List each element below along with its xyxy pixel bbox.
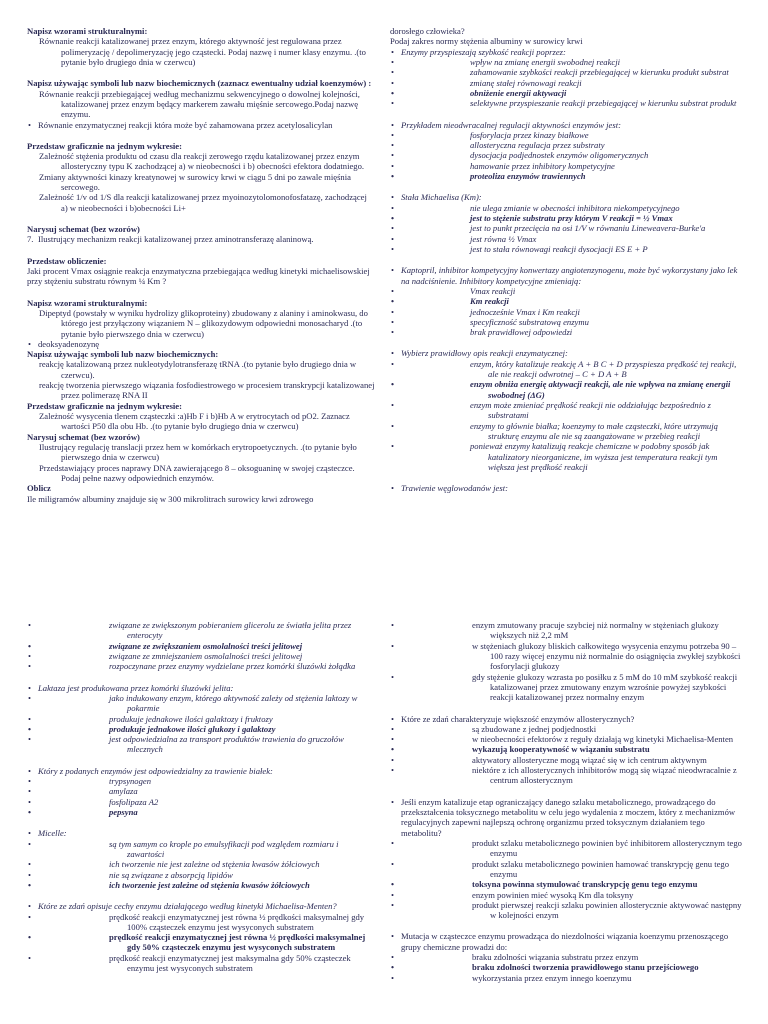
answer-option: • ponieważ enzymy katalizują reakcje chemiczne w podobny sposób jak katalizatory nieorganiczne, im wyższa jest temperatura reakcji tym większa jest prędkość reakcji bbox=[390, 441, 742, 472]
list-item: • reakcję tworzenia pierwszego wiązania fosfodiestrowego w procesiem transkrypcji katalizowanej przez polimerazę RNA II bbox=[27, 380, 377, 401]
answer-option-correct: • pepsyna bbox=[27, 807, 377, 817]
answer-option: • enzym powinien mieć wysoką Km dla toksyny bbox=[390, 890, 742, 900]
answer-option: • zahamowanie szybkości reakcji przebiegającej w kierunku produkt substrat bbox=[390, 67, 742, 77]
answer-option: • specyficzność substratową enzymu bbox=[390, 317, 742, 327]
list-item: • reakcję katalizowaną przez nukleotydylotransferazę tRNA .(to pytanie było drugiego dnia w czerwcu). bbox=[27, 359, 377, 380]
section-heading: Oblicz bbox=[27, 483, 51, 494]
answer-option: • prędkość reakcji enzymatycznej jest równa ½ prędkości maksymalnej gdy 100% cząsteczek enzymu jest wysyconych substratem bbox=[27, 912, 377, 933]
question: • Wybierz prawidłowy opis reakcji enzymatycznej: bbox=[390, 348, 742, 358]
answer-option: • aktywatory allosteryczne mogą wiązać się w ich centrum aktywnym bbox=[390, 755, 742, 765]
answer-option: • gdy stężenie glukozy wzrasta po posiłku z 5 mM do 10 mM szybkość reakcji katalizowanej przez zmutowany enzym wzrośnie powyżej szybkości reakcji katalizowanej przez normalny enzym bbox=[390, 672, 742, 703]
quadrant-bottom-left bbox=[27, 620, 377, 1024]
answer-option: • produkuje jednakowe ilości galaktozy i fruktozy bbox=[27, 714, 377, 724]
list-item: • Zależność 1/v od 1/S dla reakcji katalizowanej przez myoinozytolomonofosfatazę, zachodzącej a) w nieobecności i b)obecności Li+ bbox=[27, 192, 377, 213]
question: • Jeśli enzym katalizuje etap ograniczający danego szlaku metabolicznego, prowadzącego do przekształcenia toksycznego metabolitu w celu jego wydalenia z moczem, który z mechanizmów regulacyjnych zapewni najlepszą ochronę organizmu przed toksycznym działaniem tego metabolitu? bbox=[390, 797, 742, 838]
quadrant-top-left bbox=[27, 26, 377, 566]
answer-option: • braku zdolności wiązania substratu przez enzym bbox=[390, 952, 742, 962]
answer-option: • w stężeniach glukozy bliskich całkowitego wysycenia enzymu potrzeba 90 – 100 razy więcej enzymu niż normalnie do osiągnięcia zwykłej szybkości fosforylacji glukozy bbox=[390, 641, 742, 672]
list-item: • Przedstawiający proces naprawy DNA zawierającego 8 – oksoguaninę w swojej cząsteczce. Podaj pełne nazwy odpowiednich enzymów. bbox=[27, 463, 377, 484]
answer-option: • jako indukowany enzym, którego aktywność zależy od stężenia laktozy w pokarmie bbox=[27, 693, 377, 714]
answer-option: • wpływ na zmianę energii swobodnej reakcji bbox=[390, 57, 742, 67]
section-heading: Napisz wzorami strukturalnymi: bbox=[27, 26, 148, 36]
list-item: • Zależność stężenia produktu od czasu dla reakcji zerowego rzędu katalizowanej przez enzym allosteryczny typu K zachodzącej a) w nieobecności i b) obecności efektora dodatniego. bbox=[27, 151, 377, 172]
question: • Mutacja w cząsteczce enzymu prowadząca do niezdolności wiązania koenzymu przenoszącego grupy chemiczne prowadzi do: bbox=[390, 931, 742, 952]
answer-option: • produkt szlaku metabolicznego powinien hamować transkrypcję genu tego enzymu bbox=[390, 859, 742, 880]
answer-option: • są zbudowane z jednej podjednostki bbox=[390, 724, 742, 734]
question-text: Ile miligramów albuminy znajduje się w 300 mikrolitrach surowicy krwi zdrowego bbox=[27, 493, 314, 504]
answer-option: • selektywne przyspieszanie reakcji przebiegającej w kierunku substrat produkt bbox=[390, 98, 742, 108]
answer-option: • prędkość reakcji enzymatycznej jest maksymalna gdy 50% cząsteczek enzymu jest wysyconych substratem bbox=[27, 953, 377, 974]
answer-option: • są tym samym co krople po emulsyfikacji pod względem rozmiaru i zawartości bbox=[27, 839, 377, 860]
question: • Stała Michaelisa (Km): bbox=[390, 192, 742, 202]
answer-option: • hamowanie przez inhibitory kompetycyjne bbox=[390, 161, 742, 171]
answer-option: • jest to punkt przecięcia na osi 1/V w równaniu Lineweavera-Burke'a bbox=[390, 223, 742, 233]
question: • Kaptopril, inhibitor kompetycyjny konwertazy angiotenzynogenu, może być wykorzystany jako lek na nadciśnienie. Inhibitory kompetycyjne zmieniają: bbox=[390, 265, 742, 286]
question-text: Podaj zakres normy stężenia albuminy w surowicy krwi bbox=[390, 36, 583, 47]
list-item: • Równanie enzymatycznej reakcji która może być zahamowana przez acetylosalicylan bbox=[27, 120, 377, 130]
answer-option: • enzym, który katalizuje reakcję A + B C + D przyspiesza prędkość tej reakcji, ale nie reakcji odwrotnej – C + D A + B bbox=[390, 359, 742, 380]
answer-option: • jest odpowiedzialna za transport produktów trawienia do gruczołów mlecznych bbox=[27, 734, 377, 755]
answer-option: • wykorzystania przez enzym innego koenzymu bbox=[390, 973, 742, 983]
list-item: • Równanie reakcji przebiegającej według mechanizmu sekwencyjnego o dowolnej kolejności, katalizowanej przez enzym będący markerem zawału mięśnie sercowego.Podaj nazwę enzymu. bbox=[27, 89, 377, 120]
answer-option: • związane ze zmniejszaniem osmolalności treści jelitowej bbox=[27, 651, 377, 661]
question-text: Jaki procent Vmax osiągnie reakcja enzymatyczna przebiegająca według kinetyki michaelisowskiej przy stężeniu substratu równym ¼ Km ? bbox=[27, 265, 370, 287]
answer-option: • zmianę stałej równowagi reakcji bbox=[390, 78, 742, 88]
answer-option-correct: • Km reakcji bbox=[390, 296, 742, 306]
question: • Przykładem nieodwracalnej regulacji aktywności enzymów jest: bbox=[390, 120, 742, 130]
answer-option: • produkt szlaku metabolicznego powinien być inhibitorem allosterycznym tego enzymu bbox=[390, 838, 742, 859]
answer-option: • nie ulega zmianie w obecności inhibitora niekompetycyjnego bbox=[390, 203, 742, 213]
section-heading: Napisz używając symboli lub nazw biochemicznych (zaznacz ewentualny udział koenzymów) : bbox=[27, 78, 372, 89]
answer-option: • nie są związane z absorpcją lipidów bbox=[27, 870, 377, 880]
quadrant-bottom-right bbox=[390, 620, 742, 1024]
answer-option: • enzym może zmieniać prędkość reakcji nie oddziałując bezpośrednio z substratami bbox=[390, 400, 742, 421]
answer-option: • jest to stała równowagi reakcji dysocjacji ES E + P bbox=[390, 244, 742, 254]
answer-option: • Vmax reakcji bbox=[390, 286, 742, 296]
list-item: 7. Ilustrujący mechanizm reakcji katalizowanej przez aminotransferazę alaninową. bbox=[27, 234, 377, 244]
list-item: • Równanie reakcji katalizowanej przez enzym, którego aktywność jest regulowana przez polimeryzację / depolimeryzację jego cząstecki. Podaj nazwę i numer klasy enzymu. .(to pytanie było drugiego dnia w czerwcu) bbox=[27, 36, 377, 67]
section-heading: Narysuj schemat (bez wzorów) bbox=[27, 431, 140, 442]
answer-option: • trypsynogen bbox=[27, 776, 377, 786]
section-heading: Napisz wzorami strukturalnymi: bbox=[27, 297, 148, 308]
section-heading: Napisz używając symboli lub nazw biochemicznych: bbox=[27, 349, 219, 360]
answer-option-correct: • proteoliza enzymów trawiennych bbox=[390, 171, 742, 181]
answer-option-correct: • braku zdolności tworzenia prawidłowego stanu przejściowego bbox=[390, 962, 742, 972]
question-text: dorosłego człowieka? bbox=[390, 26, 465, 36]
section-heading: Przedstaw graficznie na jednym wykresie: bbox=[27, 140, 182, 151]
question: • Laktaza jest produkowana przez komórki śluzówki jelita: bbox=[27, 683, 377, 693]
list-item: • deoksyadenozynę bbox=[27, 339, 377, 349]
answer-option: • związane ze zwiększonym pobieraniem glicerolu ze światła jelita przez enterocyty bbox=[27, 620, 377, 641]
question: • Enzymy przyspieszają szybkość reakcji poprzez: bbox=[390, 47, 742, 57]
list-item: • Zależność wysycenia tlenem cząsteczki :a)Hb F i b)Hb A w erytrocytach od pO2. Zaznacz wartości P50 dla obu Hb. .(to pytanie było drugiego dnia w czerwcu) bbox=[27, 411, 377, 432]
answer-option: • produkt pierwszej reakcji szlaku powinien allosterycznie aktywować następny w kolejności enzym bbox=[390, 900, 742, 921]
answer-option-correct: • związane ze zwiększaniem osmolalności treści jelitowej bbox=[27, 641, 377, 651]
question: • Które ze zdań charakteryzuje większość enzymów allosterycznych? bbox=[390, 714, 742, 724]
section-heading: Przedstaw graficznie na jednym wykresie: bbox=[27, 400, 182, 411]
answer-option-correct: • wykazują kooperatywność w wiązaniu substratu bbox=[390, 744, 742, 754]
answer-option: • enzymy to głównie białka; koenzymy to małe cząsteczki, które utrzymują strukturę enzymu ale nie są zaangażowane w przebieg reakcji bbox=[390, 421, 742, 442]
answer-option: • fosforylacja przez kinazy białkowe bbox=[390, 130, 742, 140]
answer-option-correct: • ich tworzenie jest zależne od stężenia kwasów żółciowych bbox=[27, 880, 377, 890]
section-heading: Narysuj schemat (bez wzorów) bbox=[27, 224, 140, 234]
answer-option: • enzym zmutowany pracuje szybciej niż normalny w stężeniach glukozy większych niż 2,2 mM bbox=[390, 620, 742, 641]
answer-option: • w nieobecności efektorów z reguły działają wg kinetyki Michaelisa-Menten bbox=[390, 734, 742, 744]
answer-option: • dysocjacja podjednostek enzymów oligomerycznych bbox=[390, 150, 742, 160]
quadrant-top-right bbox=[390, 26, 742, 566]
answer-option-correct: • toksyna powinna stymulować transkrypcję genu tego enzymu bbox=[390, 879, 742, 889]
answer-option-correct: • produkuje jednakowe ilości glukozy i galaktozy bbox=[27, 724, 377, 734]
list-item: • Zmiany aktywności kinazy kreatynowej w surowicy krwi w ciągu 5 dni po zawale mięśnia sercowego. bbox=[27, 172, 377, 193]
list-item: • Dipeptyd (powstały w wyniku hydrolizy glikoproteiny) zbudowany z alaniny i aminokwasu, do którego jest przyłączony wiązaniem N – glikozydowym odpowiedni monosacharyd .(to pytanie było pierwszego dnia w czerwcu) bbox=[27, 308, 377, 339]
answer-option-correct: • obniżenie energii aktywacji bbox=[390, 88, 742, 98]
answer-option: • ich tworzenie nie jest zależne od stężenia kwasów żółciowych bbox=[27, 859, 377, 869]
question: • Trawienie węglowodanów jest: bbox=[390, 483, 742, 493]
answer-option-correct: • enzym obniża energię aktywacji reakcji, ale nie wpływa na zmianę energii swobodnej (ΔG) bbox=[390, 379, 742, 400]
answer-option-correct: • jest to stężenie substratu przy którym V reakcji = ½ Vmax bbox=[390, 213, 742, 223]
answer-option: • amylaza bbox=[27, 786, 377, 796]
answer-option-correct: • prędkość reakcji enzymatycznej jest równa ½ prędkości maksymalnej gdy 50% cząsteczek enzymu jest wysyconych substratem bbox=[27, 932, 377, 953]
answer-option: • brak prawidłowej odpowiedzi bbox=[390, 327, 742, 337]
answer-option: • fosfolipaza A2 bbox=[27, 797, 377, 807]
question: • Który z podanych enzymów jest odpowiedzialny za trawienie białek: bbox=[27, 766, 377, 776]
answer-option: • niektóre z ich allosterycznych inhibitorów mogą się wiązać nieodwracalnie z centrum allosterycznym bbox=[390, 765, 742, 786]
list-item: • Ilustrujący regulację translacji przez hem w komórkach erytropoetycznych. .(to pytanie było pierwszego dnia w czerwcu) bbox=[27, 442, 377, 463]
answer-option: • allosteryczna regulacja przez substraty bbox=[390, 140, 742, 150]
answer-option: • rozpoczynane przez enzymy wydzielane przez komórki śluzówki żołądka bbox=[27, 661, 377, 671]
answer-option: • jest równa ½ Vmax bbox=[390, 234, 742, 244]
section-heading: Przedstaw obliczenie: bbox=[27, 255, 107, 266]
answer-option: • jednocześnie Vmax i Km reakcji bbox=[390, 307, 742, 317]
question: • Micelle: bbox=[27, 828, 377, 838]
question: • Które ze zdań opisuje cechy enzymu działającego według kinetyki Michaelisa-Menten? bbox=[27, 901, 377, 911]
